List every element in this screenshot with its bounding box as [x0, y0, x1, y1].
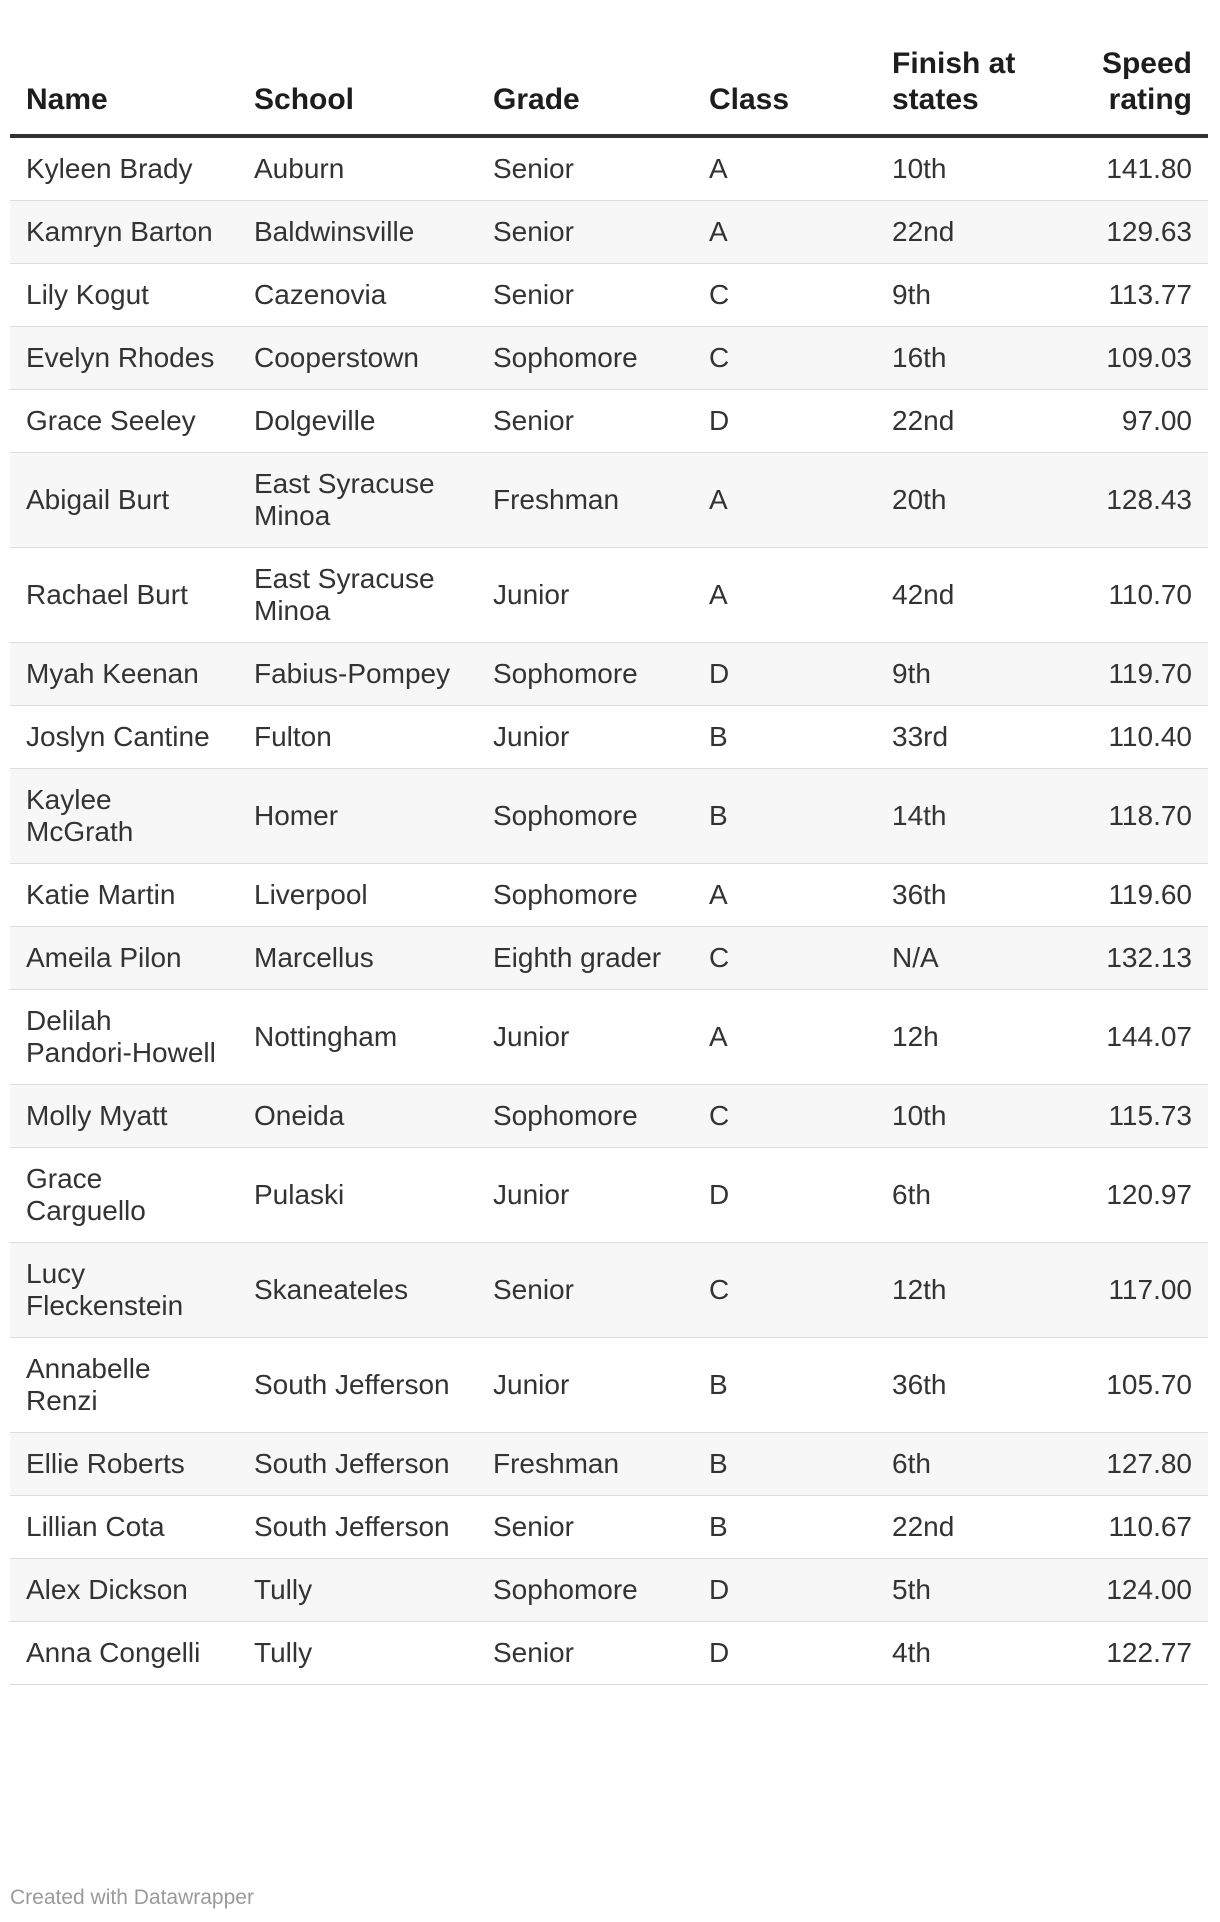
cell-school: Skaneateles — [238, 1243, 477, 1338]
cell-class: A — [693, 864, 876, 927]
cell-school: East Syracuse Minoa — [238, 548, 477, 643]
cell-name: Molly Myatt — [10, 1085, 238, 1148]
cell-school: East Syracuse Minoa — [238, 453, 477, 548]
cell-school: South Jefferson — [238, 1338, 477, 1433]
cell-grade: Junior — [477, 1338, 693, 1433]
table-row — [10, 136, 1208, 201]
cell-school: Tully — [238, 1559, 477, 1622]
table-row — [10, 264, 1208, 327]
cell-class: A — [693, 548, 876, 643]
table-row — [10, 1338, 1208, 1433]
cell-name: Kyleen Brady — [10, 136, 238, 201]
cell-school: Nottingham — [238, 990, 477, 1085]
table-row — [10, 643, 1208, 706]
table-row — [10, 990, 1208, 1085]
cell-finish: 22nd — [876, 1496, 1057, 1559]
cell-class: D — [693, 643, 876, 706]
cell-speed-rating: 110.67 — [1057, 1496, 1208, 1559]
table-row — [10, 201, 1208, 264]
cell-class: C — [693, 327, 876, 390]
table-row — [10, 1496, 1208, 1559]
cell-finish: 36th — [876, 1338, 1057, 1433]
cell-finish: 33rd — [876, 706, 1057, 769]
cell-finish: 16th — [876, 327, 1057, 390]
data-table — [10, 0, 1208, 1685]
cell-school: Fulton — [238, 706, 477, 769]
table-row — [10, 1148, 1208, 1243]
cell-class: C — [693, 1085, 876, 1148]
table-row — [10, 1559, 1208, 1622]
cell-class: D — [693, 1148, 876, 1243]
cell-finish: 36th — [876, 864, 1057, 927]
cell-grade: Junior — [477, 706, 693, 769]
header-name[interactable]: Name — [10, 0, 238, 136]
cell-finish: 22nd — [876, 390, 1057, 453]
cell-class: D — [693, 390, 876, 453]
cell-class: A — [693, 201, 876, 264]
cell-name: Grace Seeley — [10, 390, 238, 453]
cell-name: Kaylee McGrath — [10, 769, 238, 864]
cell-grade: Sophomore — [477, 1085, 693, 1148]
cell-speed-rating: 105.70 — [1057, 1338, 1208, 1433]
cell-class: A — [693, 453, 876, 548]
cell-school: Cazenovia — [238, 264, 477, 327]
cell-finish: 22nd — [876, 201, 1057, 264]
cell-name: Evelyn Rhodes — [10, 327, 238, 390]
cell-finish: 10th — [876, 1085, 1057, 1148]
cell-speed-rating: 127.80 — [1057, 1433, 1208, 1496]
cell-speed-rating: 132.13 — [1057, 927, 1208, 990]
datawrapper-credit: Created with Datawrapper — [10, 1886, 254, 1909]
cell-speed-rating: 122.77 — [1057, 1622, 1208, 1685]
header-speed-rating[interactable]: Speed rating — [1057, 0, 1208, 136]
cell-grade: Sophomore — [477, 327, 693, 390]
cell-finish: 4th — [876, 1622, 1057, 1685]
cell-class: C — [693, 1243, 876, 1338]
table-row — [10, 706, 1208, 769]
cell-grade: Senior — [477, 136, 693, 201]
cell-name: Kamryn Barton — [10, 201, 238, 264]
cell-grade: Eighth grader — [477, 927, 693, 990]
cell-name: Ellie Roberts — [10, 1433, 238, 1496]
cell-class: A — [693, 990, 876, 1085]
table-row — [10, 1243, 1208, 1338]
cell-name: Alex Dickson — [10, 1559, 238, 1622]
table-row — [10, 927, 1208, 990]
cell-name: Lucy Fleckenstein — [10, 1243, 238, 1338]
cell-finish: 42nd — [876, 548, 1057, 643]
table-row — [10, 1085, 1208, 1148]
cell-finish: 9th — [876, 643, 1057, 706]
cell-class: D — [693, 1559, 876, 1622]
cell-speed-rating: 129.63 — [1057, 201, 1208, 264]
cell-school: South Jefferson — [238, 1433, 477, 1496]
cell-speed-rating: 119.60 — [1057, 864, 1208, 927]
cell-school: Fabius-Pompey — [238, 643, 477, 706]
cell-grade: Sophomore — [477, 769, 693, 864]
header-row — [10, 0, 1208, 136]
cell-class: B — [693, 1496, 876, 1559]
cell-finish: 5th — [876, 1559, 1057, 1622]
cell-school: Marcellus — [238, 927, 477, 990]
table-row — [10, 327, 1208, 390]
cell-school: Cooperstown — [238, 327, 477, 390]
cell-grade: Senior — [477, 201, 693, 264]
cell-school: South Jefferson — [238, 1496, 477, 1559]
cell-speed-rating: 141.80 — [1057, 136, 1208, 201]
cell-speed-rating: 117.00 — [1057, 1243, 1208, 1338]
table-row — [10, 548, 1208, 643]
table-container — [10, 0, 1208, 1685]
cell-finish: N/A — [876, 927, 1057, 990]
cell-finish: 9th — [876, 264, 1057, 327]
cell-class: D — [693, 1622, 876, 1685]
cell-class: B — [693, 706, 876, 769]
cell-class: B — [693, 1338, 876, 1433]
cell-speed-rating: 113.77 — [1057, 264, 1208, 327]
cell-finish: 6th — [876, 1148, 1057, 1243]
cell-speed-rating: 128.43 — [1057, 453, 1208, 548]
cell-grade: Junior — [477, 1148, 693, 1243]
cell-grade: Senior — [477, 1243, 693, 1338]
cell-speed-rating: 124.00 — [1057, 1559, 1208, 1622]
cell-name: Anna Congelli — [10, 1622, 238, 1685]
cell-grade: Senior — [477, 1622, 693, 1685]
cell-grade: Senior — [477, 1496, 693, 1559]
header-finish-at-states[interactable]: Finish at states — [876, 0, 1057, 136]
cell-school: Dolgeville — [238, 390, 477, 453]
cell-name: Myah Keenan — [10, 643, 238, 706]
table-row — [10, 864, 1208, 927]
cell-school: Tully — [238, 1622, 477, 1685]
cell-speed-rating: 118.70 — [1057, 769, 1208, 864]
cell-finish: 12h — [876, 990, 1057, 1085]
cell-finish: 10th — [876, 136, 1057, 201]
cell-grade: Sophomore — [477, 643, 693, 706]
cell-class: B — [693, 1433, 876, 1496]
cell-name: Joslyn Cantine — [10, 706, 238, 769]
cell-school: Homer — [238, 769, 477, 864]
cell-name: Annabelle Renzi — [10, 1338, 238, 1433]
cell-name: Abigail Burt — [10, 453, 238, 548]
cell-school: Auburn — [238, 136, 477, 201]
cell-finish: 14th — [876, 769, 1057, 864]
header-school[interactable]: School — [238, 0, 477, 136]
cell-grade: Sophomore — [477, 1559, 693, 1622]
cell-grade: Senior — [477, 264, 693, 327]
table-row — [10, 1433, 1208, 1496]
cell-grade: Sophomore — [477, 864, 693, 927]
cell-name: Rachael Burt — [10, 548, 238, 643]
cell-finish: 12th — [876, 1243, 1057, 1338]
cell-school: Liverpool — [238, 864, 477, 927]
table-row — [10, 390, 1208, 453]
cell-class: B — [693, 769, 876, 864]
cell-name: Delilah Pandori-Howell — [10, 990, 238, 1085]
cell-name: Lillian Cota — [10, 1496, 238, 1559]
cell-speed-rating: 110.40 — [1057, 706, 1208, 769]
table-row — [10, 769, 1208, 864]
cell-grade: Senior — [477, 390, 693, 453]
cell-name: Ameila Pilon — [10, 927, 238, 990]
cell-speed-rating: 115.73 — [1057, 1085, 1208, 1148]
cell-speed-rating: 120.97 — [1057, 1148, 1208, 1243]
cell-name: Katie Martin — [10, 864, 238, 927]
cell-speed-rating: 110.70 — [1057, 548, 1208, 643]
cell-speed-rating: 119.70 — [1057, 643, 1208, 706]
cell-speed-rating: 144.07 — [1057, 990, 1208, 1085]
cell-name: Lily Kogut — [10, 264, 238, 327]
cell-school: Pulaski — [238, 1148, 477, 1243]
header-class[interactable]: Class — [693, 0, 876, 136]
cell-grade: Freshman — [477, 1433, 693, 1496]
table-row — [10, 453, 1208, 548]
cell-finish: 6th — [876, 1433, 1057, 1496]
cell-class: C — [693, 927, 876, 990]
cell-school: Baldwinsville — [238, 201, 477, 264]
cell-finish: 20th — [876, 453, 1057, 548]
cell-speed-rating: 97.00 — [1057, 390, 1208, 453]
cell-speed-rating: 109.03 — [1057, 327, 1208, 390]
cell-school: Oneida — [238, 1085, 477, 1148]
cell-grade: Freshman — [477, 453, 693, 548]
cell-grade: Junior — [477, 548, 693, 643]
cell-name: Grace Carguello — [10, 1148, 238, 1243]
table-row — [10, 1622, 1208, 1685]
header-grade[interactable]: Grade — [477, 0, 693, 136]
table-body — [10, 136, 1208, 1685]
cell-grade: Junior — [477, 990, 693, 1085]
cell-class: A — [693, 136, 876, 201]
cell-class: C — [693, 264, 876, 327]
